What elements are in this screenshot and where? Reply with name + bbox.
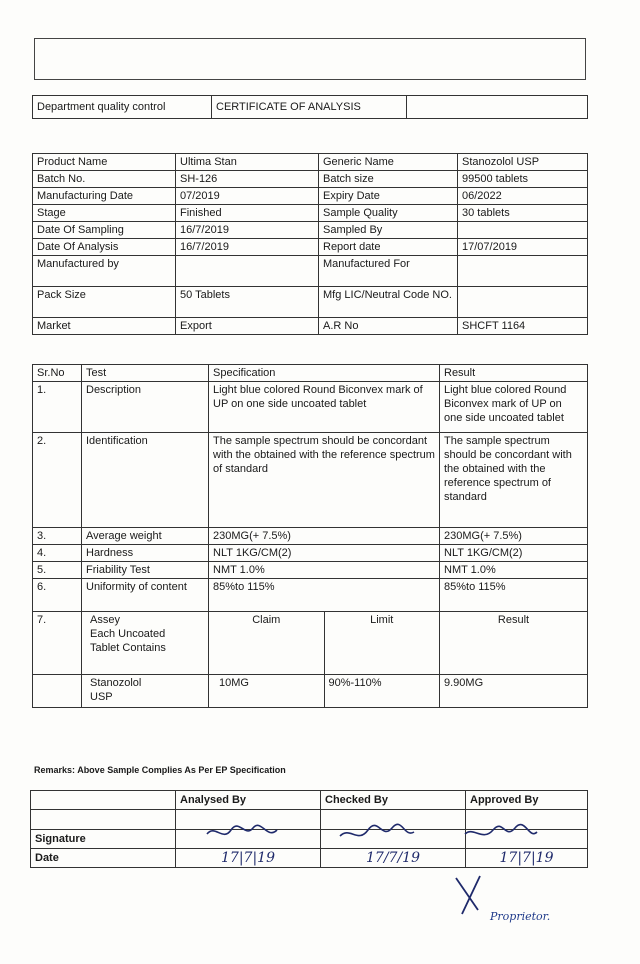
assay-item-row (33, 675, 588, 708)
test-header-cell: Result (440, 365, 588, 382)
product-label: Market (33, 318, 176, 335)
test-table (32, 364, 588, 708)
product-value: Ultima Stan (176, 154, 319, 171)
test-cell: Light blue colored Round Biconvex mark of UP on one side uncoated tablet (209, 382, 440, 433)
product-value (458, 256, 588, 287)
test-cell: Friability Test (82, 562, 209, 579)
test-row (33, 433, 588, 528)
test-cell: NMT 1.0% (209, 562, 440, 579)
assay-spec (209, 612, 440, 675)
product-row (33, 287, 588, 318)
product-label: Sample Quality (319, 205, 458, 222)
assay-row (33, 612, 588, 675)
certificate-title: CERTIFICATE OF ANALYSIS (212, 96, 407, 119)
test-cell: 5. (33, 562, 82, 579)
product-label: Pack Size (33, 287, 176, 318)
blank-cell (407, 96, 588, 119)
product-label: Stage (33, 205, 176, 222)
product-label: Manufacturing Date (33, 188, 176, 205)
product-value: 16/7/2019 (176, 222, 319, 239)
test-header-cell: Specification (209, 365, 440, 382)
product-value: 07/2019 (176, 188, 319, 205)
product-value: 50 Tablets (176, 287, 319, 318)
product-value: 30 tablets (458, 205, 588, 222)
analyst-signature-icon (205, 822, 285, 846)
approver-signature-icon (463, 822, 543, 846)
product-value (458, 222, 588, 239)
product-row (33, 256, 588, 287)
checker-signature-icon (338, 822, 418, 846)
product-row (33, 318, 588, 335)
test-cell: 2. (33, 433, 82, 528)
analysed-date: 17|7|19 (176, 849, 321, 868)
approved-date: 17|7|19 (466, 849, 588, 868)
assay-item: Stanozolol USP (82, 675, 209, 708)
product-label: A.R No (319, 318, 458, 335)
assay-test: Assey Each Uncoated Tablet Contains (82, 612, 209, 675)
claim-label: Claim (209, 612, 324, 674)
product-row (33, 239, 588, 256)
test-cell: Average weight (82, 528, 209, 545)
product-value: Export (176, 318, 319, 335)
test-cell: The sample spectrum should be concordant with the obtained with the reference spectrum of standard (209, 433, 440, 528)
product-value: 16/7/2019 (176, 239, 319, 256)
test-row (33, 579, 588, 612)
product-label: Report date (319, 239, 458, 256)
test-cell: NMT 1.0% (440, 562, 588, 579)
checked-date: 17/7/19 (321, 849, 466, 868)
product-row (33, 222, 588, 239)
test-cell: 230MG(+ 7.5%) (440, 528, 588, 545)
product-label: Expiry Date (319, 188, 458, 205)
signoff-header-cell (31, 791, 176, 810)
department-table (32, 95, 588, 119)
signoff-header-cell: Checked By (321, 791, 466, 810)
test-cell: Description (82, 382, 209, 433)
product-value: Stanozolol USP (458, 154, 588, 171)
product-value (458, 287, 588, 318)
product-value: 17/07/2019 (458, 239, 588, 256)
product-label: Generic Name (319, 154, 458, 171)
product-value: Finished (176, 205, 319, 222)
product-value (176, 256, 319, 287)
date-label: Date (31, 849, 176, 868)
test-cell: 85%to 115% (209, 579, 440, 612)
signoff-header-cell: Approved By (466, 791, 588, 810)
assay-result: 9.90MG (440, 675, 588, 708)
test-cell: 4. (33, 545, 82, 562)
test-cell: The sample spectrum should be concordant with the obtained with the reference spectrum of standard (440, 433, 588, 528)
product-label: Date Of Analysis (33, 239, 176, 256)
department-cell: Department quality control (33, 96, 212, 119)
proprietor-stamp-text: Proprietor. (490, 910, 551, 923)
product-row (33, 205, 588, 222)
test-cell: 230MG(+ 7.5%) (209, 528, 440, 545)
test-cell: 6. (33, 579, 82, 612)
product-table (32, 153, 588, 335)
test-header-row (33, 365, 588, 382)
product-value: 06/2022 (458, 188, 588, 205)
test-row (33, 528, 588, 545)
product-label: Manufactured For (319, 256, 458, 287)
test-header-cell: Sr.No (33, 365, 82, 382)
product-value: SHCFT 1164 (458, 318, 588, 335)
test-cell: Hardness (82, 545, 209, 562)
assay-limit: 90%-110% (328, 677, 382, 689)
signoff-spacer (31, 810, 176, 830)
assay-no: 7. (33, 612, 82, 675)
product-label: Manufactured by (33, 256, 176, 287)
signature-label: Signature (31, 830, 176, 849)
test-row (33, 382, 588, 433)
product-row (33, 188, 588, 205)
test-cell: NLT 1KG/CM(2) (440, 545, 588, 562)
limit-label: Limit (370, 614, 394, 626)
product-label: Date Of Sampling (33, 222, 176, 239)
test-cell: 1. (33, 382, 82, 433)
test-row (33, 545, 588, 562)
product-label: Batch No. (33, 171, 176, 188)
product-row (33, 171, 588, 188)
test-cell: Light blue colored Round Biconvex mark of UP on one side uncoated tablet (440, 382, 588, 433)
product-row (33, 154, 588, 171)
test-cell: Uniformity of content (82, 579, 209, 612)
remarks-text: Remarks: Above Sample Complies As Per EP Specification (34, 765, 286, 775)
product-label: Product Name (33, 154, 176, 171)
product-value: 99500 tablets (458, 171, 588, 188)
test-cell: Identification (82, 433, 209, 528)
product-label: Mfg LIC/Neutral Code NO. (319, 287, 458, 318)
product-label: Batch size (319, 171, 458, 188)
assay-values (209, 675, 440, 708)
product-value: SH-126 (176, 171, 319, 188)
test-row (33, 562, 588, 579)
test-cell: NLT 1KG/CM(2) (209, 545, 440, 562)
product-label: Sampled By (319, 222, 458, 239)
proprietor-stamp-icon (450, 870, 560, 930)
header-box (34, 38, 586, 80)
test-header-cell: Test (82, 365, 209, 382)
assay-claim: 10MG (209, 675, 324, 707)
test-cell: 3. (33, 528, 82, 545)
result-label: Result (440, 612, 588, 675)
signoff-header-cell: Analysed By (176, 791, 321, 810)
assay-item-no (33, 675, 82, 708)
test-cell: 85%to 115% (440, 579, 588, 612)
